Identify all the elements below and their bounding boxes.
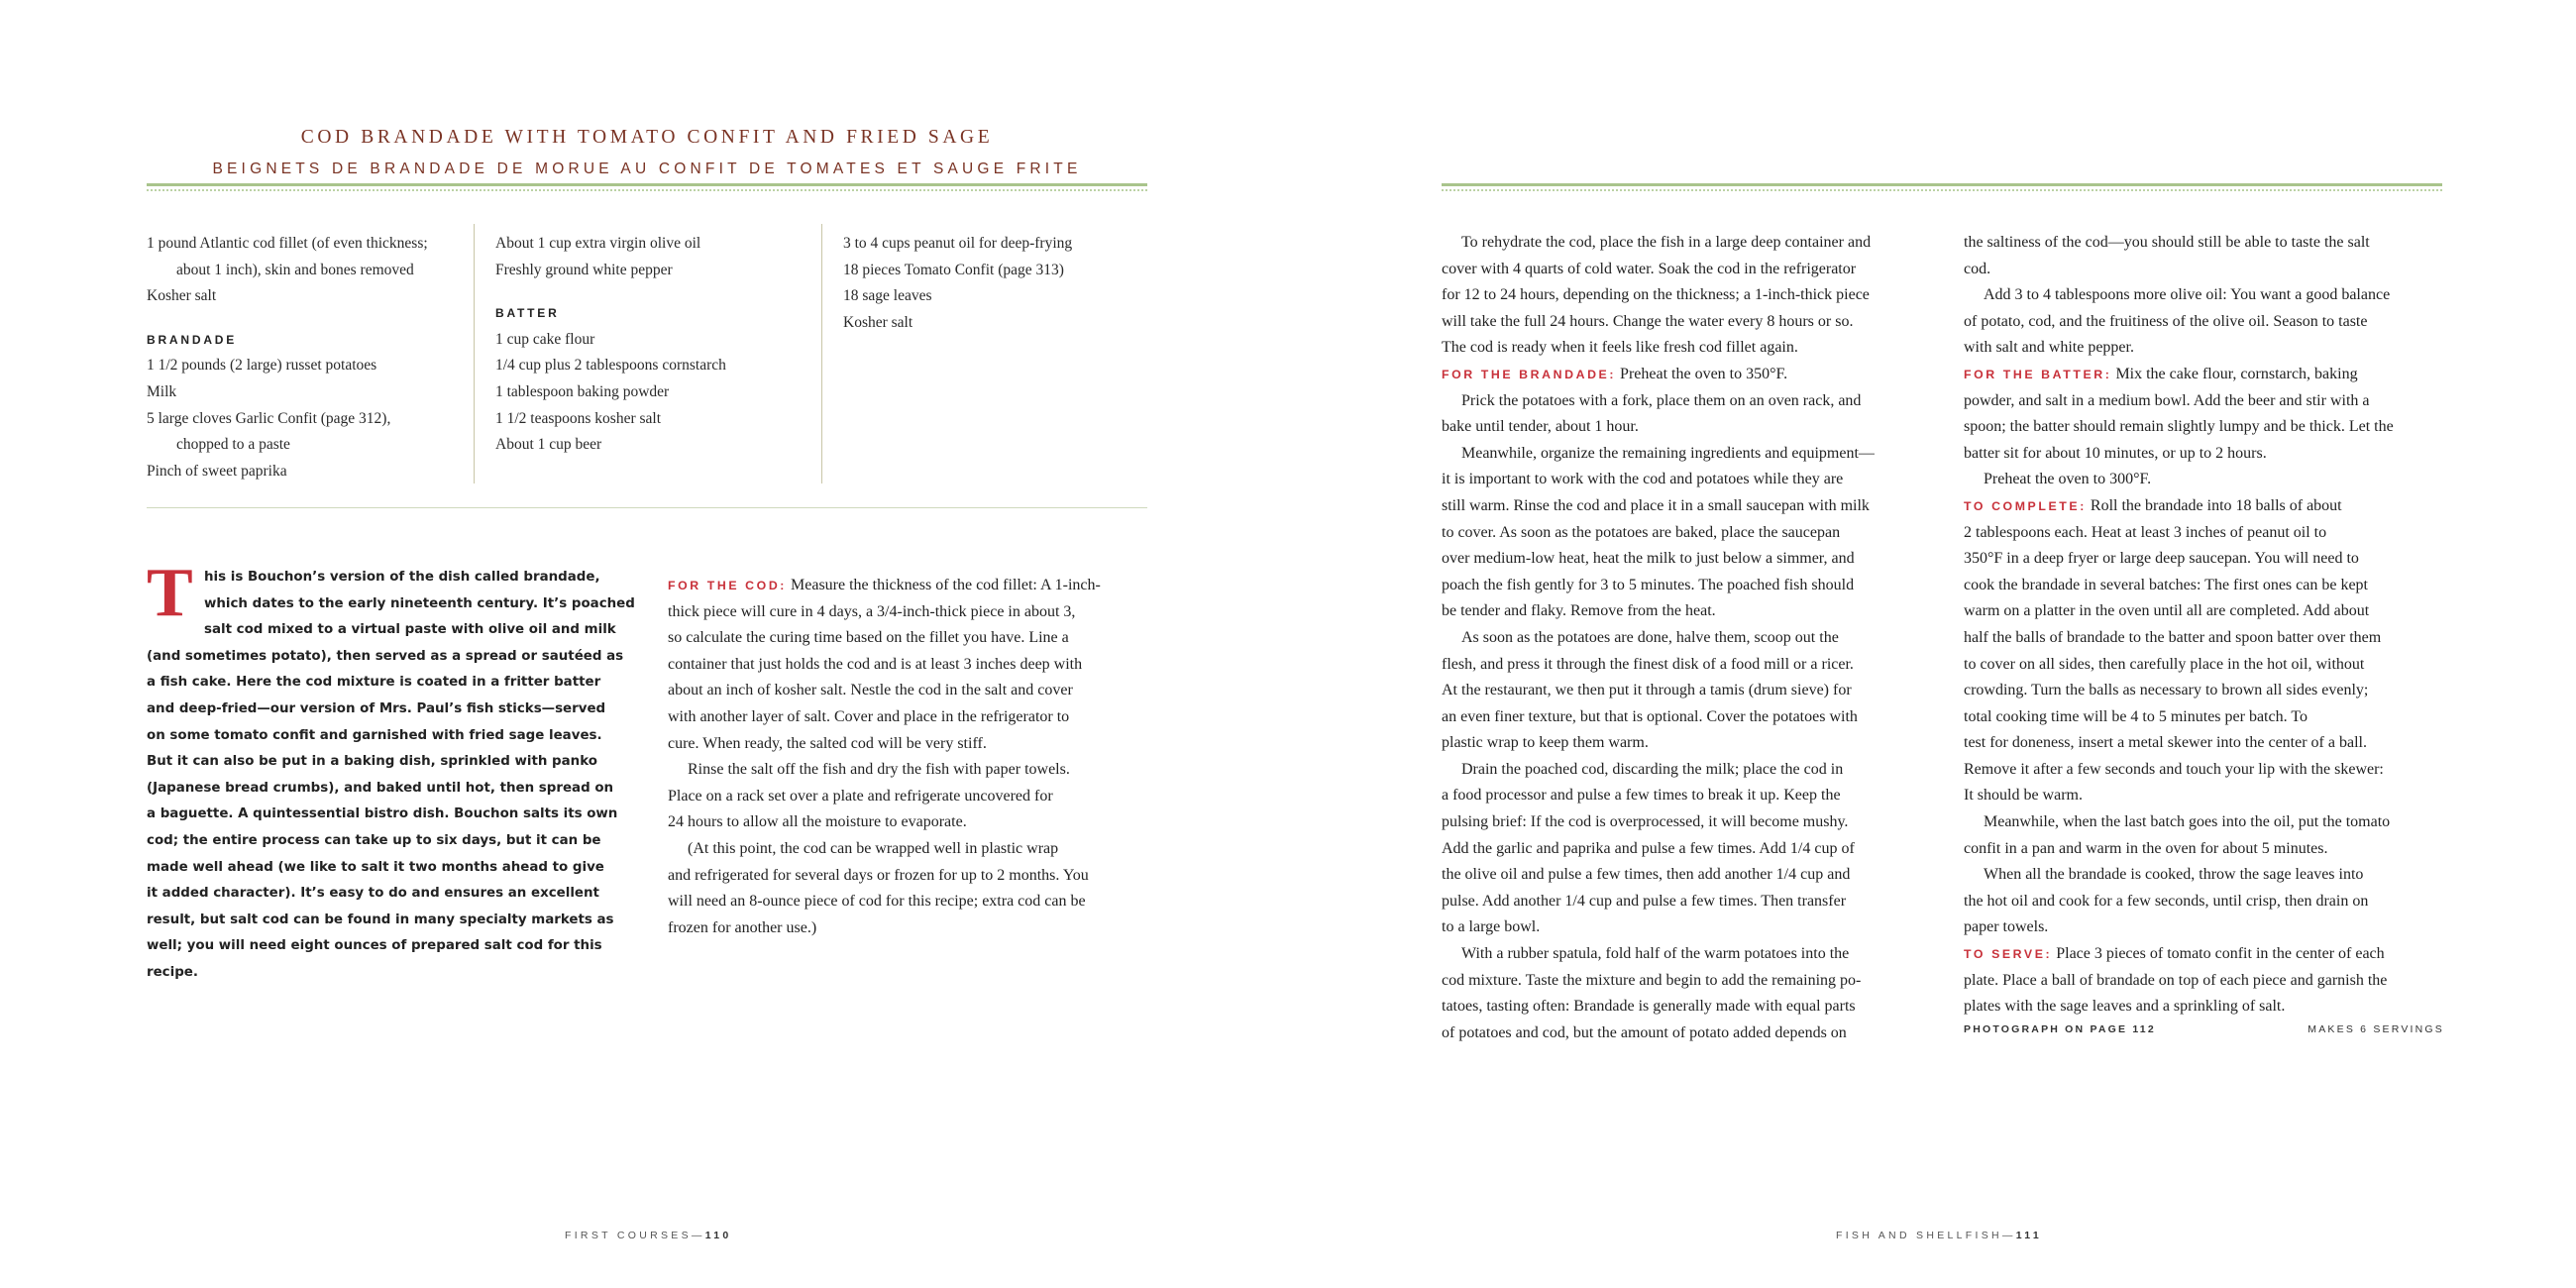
method-line: cod.	[1964, 260, 1991, 277]
ingredient-line: Pinch of sweet paprika	[147, 462, 287, 480]
ingredient-line: 18 sage leaves	[843, 287, 932, 305]
intro-line: a baguette. A quintessential bistro dish. Bouchon salts its own	[147, 806, 618, 822]
method-line: The cod is ready when it feels like fresh cod fillet again.	[1442, 339, 1798, 357]
method-line: crowding. Turn the balls as necessary to brown all sides evenly;	[1964, 682, 2369, 699]
ingredient-line: 3 to 4 cups peanut oil for deep-frying	[843, 235, 1073, 252]
method-line: When all the brandade is cooked, throw the sage leaves into	[1984, 866, 2364, 884]
label-for-the-batter: FOR THE BATTER:	[1964, 367, 2112, 381]
method-line: will need an 8-ounce piece of cod for this recipe; extra cod can be	[668, 893, 1086, 911]
photograph-reference: PHOTOGRAPH ON PAGE 112	[1964, 1023, 2156, 1035]
intro-line: on some tomato confit and garnished with fried sage leaves.	[147, 727, 602, 743]
ingredients-bottom-rule	[147, 507, 1147, 508]
method-line: pulsing brief: If the cod is overprocessed, it will become mushy.	[1442, 813, 1849, 831]
page-folio-right	[1836, 1230, 2042, 1241]
intro-line: (and sometimes potato), then served as a spread or sautéed as	[147, 648, 624, 664]
method-line: and refrigerated for several days or frozen for up to 2 months. You	[668, 866, 1089, 884]
method-line: to cover. As soon as the potatoes are baked, place the saucepan	[1442, 523, 1841, 541]
method-line: Meanwhile, organize the remaining ingredients and equipment—	[1461, 444, 1875, 462]
method-line: cook the brandade in several batches: The first ones can be kept	[1964, 576, 2368, 593]
page-number: 111	[2015, 1230, 2042, 1241]
ingredient-line: Kosher salt	[147, 287, 217, 305]
ingredient-line: 5 large cloves Garlic Confit (page 312),	[147, 409, 391, 427]
ingredients-column-3	[843, 231, 1072, 336]
method-line: Rinse the salt off the fish and dry the fish with paper towels.	[688, 761, 1070, 779]
method-line: Add the garlic and paprika and pulse a few times. Add 1/4 cup of	[1442, 839, 1855, 857]
method-line: Meanwhile, when the last batch goes into the oil, put the tomato	[1984, 813, 2391, 831]
intro-line: and deep-fried—our version of Mrs. Paul’s fish sticks—served	[147, 700, 606, 716]
method-right-column-2	[1964, 230, 2444, 1020]
drop-cap: T	[147, 555, 193, 631]
method-line: for 12 to 24 hours, depending on the thickness; a 1-inch-thick piece	[1442, 286, 1870, 304]
method-line: confit in a pan and warm in the oven for about 5 minutes.	[1964, 839, 2328, 857]
method-line: cure. When ready, the salted cod will be very stiff.	[668, 734, 987, 752]
method-line: spoon; the batter should remain slightly lumpy and be thick. Let the	[1964, 418, 2394, 436]
method-line: powder, and salt in a medium bowl. Add the beer and stir with a	[1964, 391, 2370, 409]
method-line: to cover on all sides, then carefully place in the hot oil, without	[1964, 655, 2365, 673]
intro-line: But it can also be put in a baking dish, sprinkled with panko	[147, 754, 597, 770]
method-line: of potato, cod, and the fruitiness of the olive oil. Season to taste	[1964, 312, 2368, 330]
ingredient-line: Milk	[147, 382, 177, 400]
method-line: plastic wrap to keep them warm.	[1442, 734, 1649, 752]
method-line: be tender and flaky. Remove from the heat.	[1442, 602, 1716, 620]
method-line: Remove it after a few seconds and touch your lip with the skewer:	[1964, 760, 2384, 778]
method-right-column-1	[1442, 230, 1927, 1046]
page-folio-left	[565, 1230, 732, 1241]
intro-line: result, but salt cod can be found in many specialty markets as	[147, 912, 614, 927]
method-for-the-cod	[668, 573, 1143, 941]
ingredient-line: About 1 cup beer	[495, 436, 602, 454]
method-line: about an inch of kosher salt. Nestle the cod in the salt and cover	[668, 682, 1073, 699]
method-line: will take the full 24 hours. Change the water every 8 hours or so.	[1442, 312, 1854, 330]
recipe-title-block	[147, 127, 1147, 178]
recipe-title-english: COD BRANDADE WITH TOMATO CONFIT AND FRIED SAGE	[300, 127, 994, 148]
method-line: plates with the sage leaves and a sprinkling of salt.	[1964, 998, 2286, 1016]
ingredients-divider	[821, 224, 822, 483]
ingredient-line: Kosher salt	[843, 313, 913, 331]
method-line: As soon as the potatoes are done, halve them, scoop out the	[1461, 628, 1839, 646]
method-line: the olive oil and pulse a few times, then add another 1/4 cup and	[1442, 866, 1851, 884]
method-line: (At this point, the cod can be wrapped well in plastic wrap	[688, 839, 1059, 857]
method-line: frozen for another use.)	[668, 918, 817, 936]
method-line: Preheat the oven to 350°F.	[1616, 365, 1788, 382]
method-line: with another layer of salt. Cover and place in the refrigerator to	[668, 707, 1070, 725]
page-number: 110	[704, 1230, 732, 1241]
method-line: cod mixture. Taste the mixture and begin to add the remaining po-	[1442, 971, 1862, 989]
method-line: pulse. Add another 1/4 cup and pulse a few times. Then transfer	[1442, 892, 1847, 910]
method-line: plate. Place a ball of brandade on top of each piece and garnish the	[1964, 971, 2388, 989]
recipe-title-french: BEIGNETS DE BRANDADE DE MORUE AU CONFIT DE TOMATES ET SAUGE FRITE	[212, 161, 1082, 177]
ingredient-section-heading-brandade: BRANDADE	[147, 332, 238, 347]
method-line: poach the fish gently for 3 to 5 minutes. The poached fish should	[1442, 576, 1855, 593]
ingredient-section-heading-batter: BATTER	[495, 306, 560, 321]
method-line: Roll the brandade into 18 balls of about	[2086, 496, 2342, 514]
method-line: half the balls of brandade to the batter and spoon batter over them	[1964, 628, 2382, 646]
method-line: It should be warm.	[1964, 787, 2083, 805]
method-line: it is important to work with the cod and potatoes while they are	[1442, 471, 1844, 488]
ingredient-line: 1/4 cup plus 2 tablespoons cornstarch	[495, 357, 726, 375]
method-line: an even finer texture, but that is optional. Cover the potatoes with	[1442, 707, 1858, 725]
method-line: cover with 4 quarts of cold water. Soak the cod in the refrigerator	[1442, 260, 1857, 277]
method-line: Add 3 to 4 tablespoons more olive oil: You want a good balance	[1984, 286, 2391, 304]
method-line: 350°F in a deep fryer or large deep saucepan. You will need to	[1964, 550, 2359, 568]
title-rule-right	[1442, 183, 2442, 191]
method-line: tatoes, tasting often: Brandade is generally made with equal parts	[1442, 998, 1856, 1016]
method-line: test for doneness, insert a metal skewer into the center of a ball.	[1964, 734, 2367, 752]
intro-paragraph	[147, 555, 635, 987]
method-line: Place 3 pieces of tomato confit in the center of each	[2052, 945, 2385, 963]
method-line: still warm. Rinse the cod and place it in a small saucepan with milk	[1442, 496, 1870, 514]
label-to-complete: TO COMPLETE:	[1964, 498, 2087, 513]
ingredient-line: 1 pound Atlantic cod fillet (of even thickness;	[147, 235, 428, 252]
method-line: Measure the thickness of the cod fillet: A 1-inch-	[787, 577, 1101, 593]
intro-line: which dates to the early nineteenth century. It’s poached	[204, 595, 635, 611]
intro-line: salt cod mixed to a virtual paste with olive oil and milk	[204, 622, 616, 638]
ingredient-line: 1 1/2 pounds (2 large) russet potatoes	[147, 357, 377, 375]
intro-line: his is Bouchon’s version of the dish called brandade,	[204, 570, 600, 585]
ingredients-column-1	[147, 231, 428, 484]
intro-line: well; you will need eight ounces of prepared salt cod for this	[147, 938, 602, 954]
method-line: the hot oil and cook for a few seconds, until crisp, then drain on	[1964, 892, 2369, 910]
method-line: bake until tender, about 1 hour.	[1442, 418, 1639, 436]
method-line: paper towels.	[1964, 918, 2049, 936]
method-line: Place on a rack set over a plate and refrigerate uncovered for	[668, 787, 1053, 805]
method-line: thick piece will cure in 4 days, a 3/4-inch-thick piece in about 3,	[668, 602, 1076, 620]
ingredients-divider	[474, 224, 475, 483]
method-line: a food processor and pulse a few times to break it up. Keep the	[1442, 787, 1841, 805]
title-rule-left	[147, 183, 1147, 191]
method-line: batter sit for about 10 minutes, or up to 2 hours.	[1964, 444, 2267, 462]
folio-section: FISH AND SHELLFISH—	[1836, 1230, 2016, 1241]
method-line: over medium-low heat, heat the milk to just below a simmer, and	[1442, 550, 1855, 568]
method-line: of potatoes and cod, but the amount of potato added depends on	[1442, 1023, 1847, 1041]
method-line: Preheat the oven to 300°F.	[1984, 471, 2152, 488]
folio-section: FIRST COURSES—	[565, 1230, 705, 1241]
method-line: To rehydrate the cod, place the fish in a large deep container and	[1461, 234, 1872, 251]
method-line: Mix the cake flour, cornstarch, baking	[2111, 365, 2358, 382]
ingredient-line: chopped to a paste	[176, 436, 290, 454]
method-line: At the restaurant, we then put it through a tamis (drum sieve) for	[1442, 682, 1852, 699]
intro-line: a fish cake. Here the cod mixture is coated in a fritter batter	[147, 675, 601, 691]
ingredients-column-2	[495, 231, 726, 459]
ingredient-line: About 1 cup extra virgin olive oil	[495, 235, 701, 252]
method-line: so calculate the curing time based on the fillet you have. Line a	[668, 629, 1069, 647]
ingredient-line: 1 tablespoon baking powder	[495, 382, 670, 400]
method-line: warm on a platter in the oven until all are completed. Add about	[1964, 602, 2370, 620]
ingredient-line: about 1 inch), skin and bones removed	[176, 261, 414, 278]
intro-line: recipe.	[147, 964, 198, 980]
method-line: Drain the poached cod, discarding the milk; place the cod in	[1461, 760, 1844, 778]
method-line: Prick the potatoes with a fork, place them on an oven rack, and	[1461, 391, 1862, 409]
intro-line: cod; the entire process can take up to six days, but it can be	[147, 832, 601, 848]
intro-line: it added character). It’s easy to do and ensures an excellent	[147, 886, 599, 902]
method-line: flesh, and press it through the finest disk of a food mill or a ricer.	[1442, 655, 1854, 673]
method-line: the saltiness of the cod—you should still be able to taste the salt	[1964, 234, 2370, 251]
label-for-the-cod: FOR THE COD:	[668, 579, 788, 592]
intro-line: made well ahead (we like to salt it two months ahead to give	[147, 859, 604, 875]
method-line: container that just holds the cod and is at least 3 inches deep with	[668, 655, 1083, 673]
method-line: 24 hours to allow all the moisture to evaporate.	[668, 813, 967, 831]
servings-yield: MAKES 6 SERVINGS	[2308, 1023, 2444, 1035]
label-for-the-brandade: FOR THE BRANDADE:	[1442, 367, 1617, 381]
method-line: 2 tablespoons each. Heat at least 3 inches of peanut oil to	[1964, 523, 2327, 541]
intro-line: (Japanese bread crumbs), and baked until hot, then spread on	[147, 780, 614, 796]
ingredient-line: 1 1/2 teaspoons kosher salt	[495, 409, 662, 427]
method-line: to a large bowl.	[1442, 918, 1541, 936]
method-line: total cooking time will be 4 to 5 minutes per batch. To	[1964, 707, 2308, 725]
ingredient-line: Freshly ground white pepper	[495, 261, 673, 278]
ingredient-line: 1 cup cake flour	[495, 330, 595, 348]
method-line: with salt and white pepper.	[1964, 339, 2134, 357]
label-to-serve: TO SERVE:	[1964, 947, 2053, 962]
ingredient-line: 18 pieces Tomato Confit (page 313)	[843, 261, 1064, 278]
method-line: With a rubber spatula, fold half of the warm potatoes into the	[1461, 945, 1850, 963]
